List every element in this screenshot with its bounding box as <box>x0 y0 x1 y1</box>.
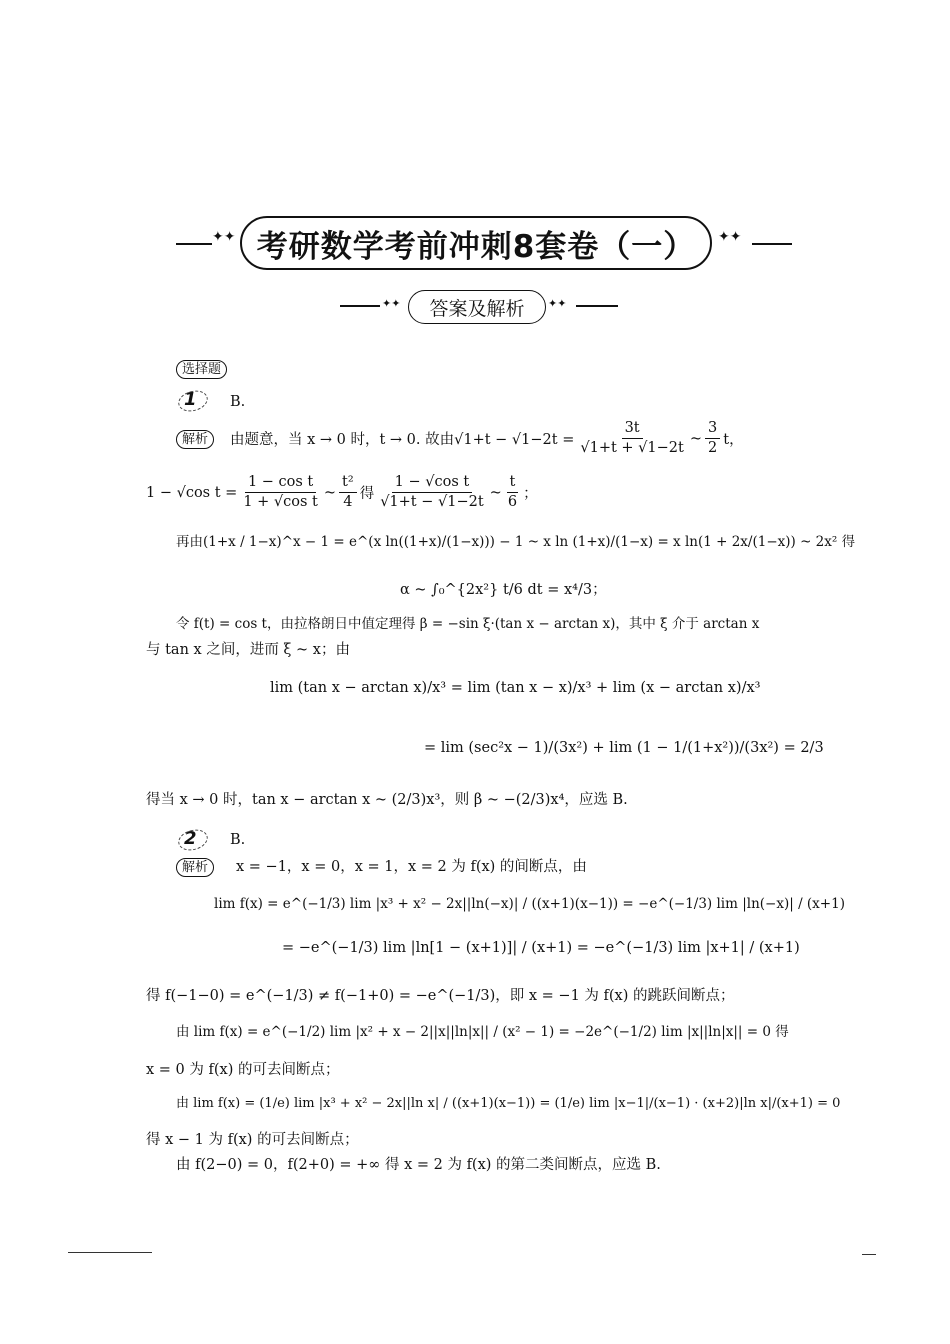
title-right-rule <box>752 243 792 245</box>
footer-rule-right <box>862 1254 876 1255</box>
title-frame <box>240 216 712 270</box>
q2-line-2: lim f(x) = e^(−1/3) lim |x³ + x² − 2x||ln(−x)| / ((x+1)(x−1)) = −e^(−1/3) lim |ln(−x)| / (x+1) <box>214 896 845 912</box>
q2-line-6: x = 0 为 f(x) 的可去间断点； <box>146 1062 340 1078</box>
question-number-1: 1 <box>184 389 197 410</box>
title-right-stars: ✦✦ <box>718 229 742 245</box>
q1-line-5: 令 f(t) = cos t，由拉格朗日中值定理得 β = −sin ξ·(tan x − arctan x)，其中 ξ 介于 arctan x <box>176 616 760 632</box>
q1-analysis-tag: 解析 <box>176 430 214 449</box>
q2-line-7: 由 lim f(x) = (1/e) lim |x³ + x² − 2x||ln x| / ((x+1)(x−1)) = (1/e) lim |x−1|/(x−1) · (x+2)|ln x|/(x+1) = 0 <box>176 1096 841 1111</box>
subtitle-frame <box>408 290 546 324</box>
subtitle-right-rule <box>576 305 618 307</box>
section-label: 选择题 <box>176 360 227 379</box>
q2-analysis-tag: 解析 <box>176 858 214 877</box>
subtitle-left-stars: ✦✦ <box>382 297 401 310</box>
subtitle-left-rule <box>340 305 380 307</box>
q1-line-3: 再由(1+x / 1−x)^x − 1 = e^(x ln((1+x)/(1−x))) − 1 ~ x ln (1+x)/(1−x) = x ln(1 + 2x/(1−x)) ~ 2x² 得 <box>176 534 856 550</box>
title-left-rule <box>176 243 212 245</box>
title-left-stars: ✦✦ <box>212 229 236 245</box>
q2-answer: B. <box>230 832 246 848</box>
q1-line-2: 1 − √cos t = $\frac{\text{1 − cos t}}{\text{1 + √cos t}}$ ~ $\frac{\text{t²}}{4}$ 得 $\frac{\text{1 − √cos t}}{√1+t - √1-2t}$ ~ $\frac{t}{6}$ ； <box>146 474 538 510</box>
q1-line-8: = lim (sec²x − 1)/(3x²) + lim (1 − 1/(1+x²))/(3x²) = 2/3 <box>424 740 824 756</box>
footer-rule-left <box>68 1252 152 1253</box>
q1-line-7: lim (tan x − arctan x)/x³ = lim (tan x − x)/x³ + lim (x − arctan x)/x³ <box>270 680 761 696</box>
q1-line-9: 得当 x → 0 时，tan x − arctan x ~ (2/3)x³，则 β ~ −(2/3)x⁴，应选 B. <box>146 792 628 808</box>
q1-line-4: α ~ ∫₀^{2x²} t/6 dt = x⁴/3； <box>400 582 607 598</box>
page-subtitle: 答案及解析 <box>429 297 525 320</box>
q2-line-8: 得 x − 1 为 f(x) 的可去间断点； <box>146 1132 359 1148</box>
question-number-2: 2 <box>184 828 197 849</box>
q1-answer: B. <box>230 394 246 410</box>
q2-line-3: = −e^(−1/3) lim |ln[1 − (x+1)]| / (x+1) = −e^(−1/3) lim |x+1| / (x+1) <box>282 940 800 956</box>
q2-line-1: x = −1，x = 0，x = 1，x = 2 为 f(x) 的间断点，由 <box>236 859 587 875</box>
subtitle-right-stars: ✦✦ <box>548 297 567 310</box>
q2-line-4: 得 f(−1−0) = e^(−1/3) ≠ f(−1+0) = −e^(−1/3)，即 x = −1 为 f(x) 的跳跃间断点； <box>146 988 735 1004</box>
q1-line-1: 由题意，当 x → 0 时，t → 0. 故由√1+t − √1−2t = $\frac{3t}{√1+t + √1-2t}$ ~ $\frac{3}{2}$ t， <box>230 420 744 456</box>
page-title: 考研数学考前冲刺8套卷（一） <box>256 228 696 265</box>
q2-line-9: 由 f(2−0) = 0，f(2+0) = +∞ 得 x = 2 为 f(x) 的第二类间断点，应选 B. <box>176 1157 661 1173</box>
q2-line-5: 由 lim f(x) = e^(−1/2) lim |x² + x − 2||x||ln|x|| / (x² − 1) = −2e^(−1/2) lim |x||ln|x|| = 0 得 <box>176 1024 789 1040</box>
q1-line-6: 与 tan x 之间，进而 ξ ~ x；由 <box>146 642 350 658</box>
